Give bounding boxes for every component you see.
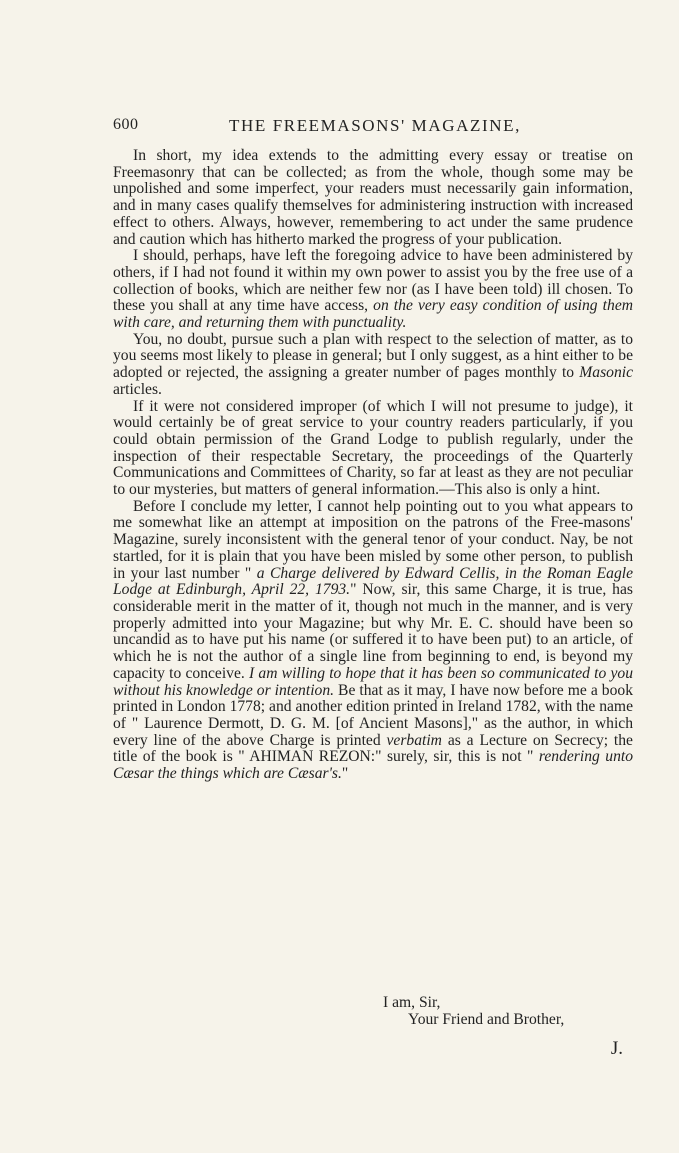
- text-run: Before I conclude my letter, I cannot help pointing out to you what appears to me somewhat like an attempt at imposition on the patrons of the Free-masons' Magazine, surely inconsistent with the general tenor of your conduct. Nay, be not startled, for it is plain that you have been misled by some other person, to publish in your last number ": [113, 497, 633, 582]
- article-body: [113, 148, 633, 783]
- running-title: THE FREEMASONS' MAGAZINE,: [229, 116, 521, 135]
- text-run: ": [341, 765, 349, 783]
- page-header: [113, 116, 633, 140]
- italic-text-run: verbatim: [386, 731, 442, 749]
- signature-salutation: I am, Sir,: [383, 994, 441, 1011]
- text-run: articles.: [113, 380, 162, 398]
- paragraph-5: [113, 499, 633, 783]
- page-number: 600: [113, 116, 139, 133]
- italic-text-run: Masonic: [579, 364, 633, 382]
- paragraph-1: [113, 148, 633, 248]
- text-run: You, no doubt, pursue such a plan with respect to the selection of matter, as to you seems most likely to please in general; but I only suggest, as a hint either to be adopted or rejected, the assigning a greater number of pages monthly to: [113, 330, 633, 382]
- paragraph-2: [113, 248, 633, 332]
- italic-text-run: on the very easy condition of using them with care, and returning them with punctuality.: [113, 297, 633, 332]
- paragraph-4: [113, 399, 633, 499]
- text-run: In short, my idea extends to the admitting every essay or treatise on Freemasonry that can be collected; as from the whole, though some may be unpolished and some imperfect, your readers must necessarily gain information, and in many cases qualify themselves for administering instruction with increased effect to others. Always, however, remembering to act under the same prudence and caution which has hitherto marked the progress of your publication.: [113, 147, 633, 248]
- signature-initial: J.: [610, 1038, 623, 1059]
- signature-block: [113, 994, 633, 1057]
- italic-text-run: rendering unto Cæsar the things which are Cæsar's.: [113, 748, 633, 783]
- text-run: I should, perhaps, have left the foregoing advice to have been administered by others, if I had not found it within my own power to assist you by the free use of a collection of books, which are neither few nor (as I have been told) ill chosen. To these you shall at any time have access,: [113, 247, 633, 315]
- italic-text-run: I am willing to hope that it has been so communicated to you without his knowledge or intention.: [113, 664, 634, 699]
- text-run: Be that as it may, I have now before me a book printed in London 1778; and another edition printed in Ireland 1782, with the name of " Laurence Dermott, D. G. M. [of Ancient Masons]," as the author, in which every line of the above Charge is printed: [113, 681, 633, 749]
- text-run: as a Lecture on Secrecy; the title of the book is " AHIMAN REZON:" surely, sir, this is not ": [113, 731, 633, 766]
- italic-text-run: a Charge delivered by Edward Cellis, in the Roman Eagle Lodge at Edinburgh, April 22, 1793.: [113, 564, 634, 599]
- paragraph-3: [113, 332, 633, 399]
- text-run: If it were not considered improper (of which I will not presume to judge), it would certainly be of great service to your country readers particularly, if you could obtain permission of the Grand Lodge to publish regularly, under the inspection of their respectable Secretary, the proceedings of the Quarterly Communications and Committees of Charity, so far at least as they are not peculiar to our mysteries, but matters of general information.—This also is only a hint.: [113, 397, 633, 499]
- signature-closing: Your Friend and Brother,: [408, 1011, 565, 1028]
- text-run: " Now, sir, this same Charge, it is true, has considerable merit in the matter of it, though not much in the manner, and is very properly admitted into your Magazine; but why Mr. E. C. should have been so uncandid as to have put his name (or suffered it to have been put) to an article, of which he is not the author of a single line from beginning to end, is beyond my capacity to conceive.: [113, 581, 633, 682]
